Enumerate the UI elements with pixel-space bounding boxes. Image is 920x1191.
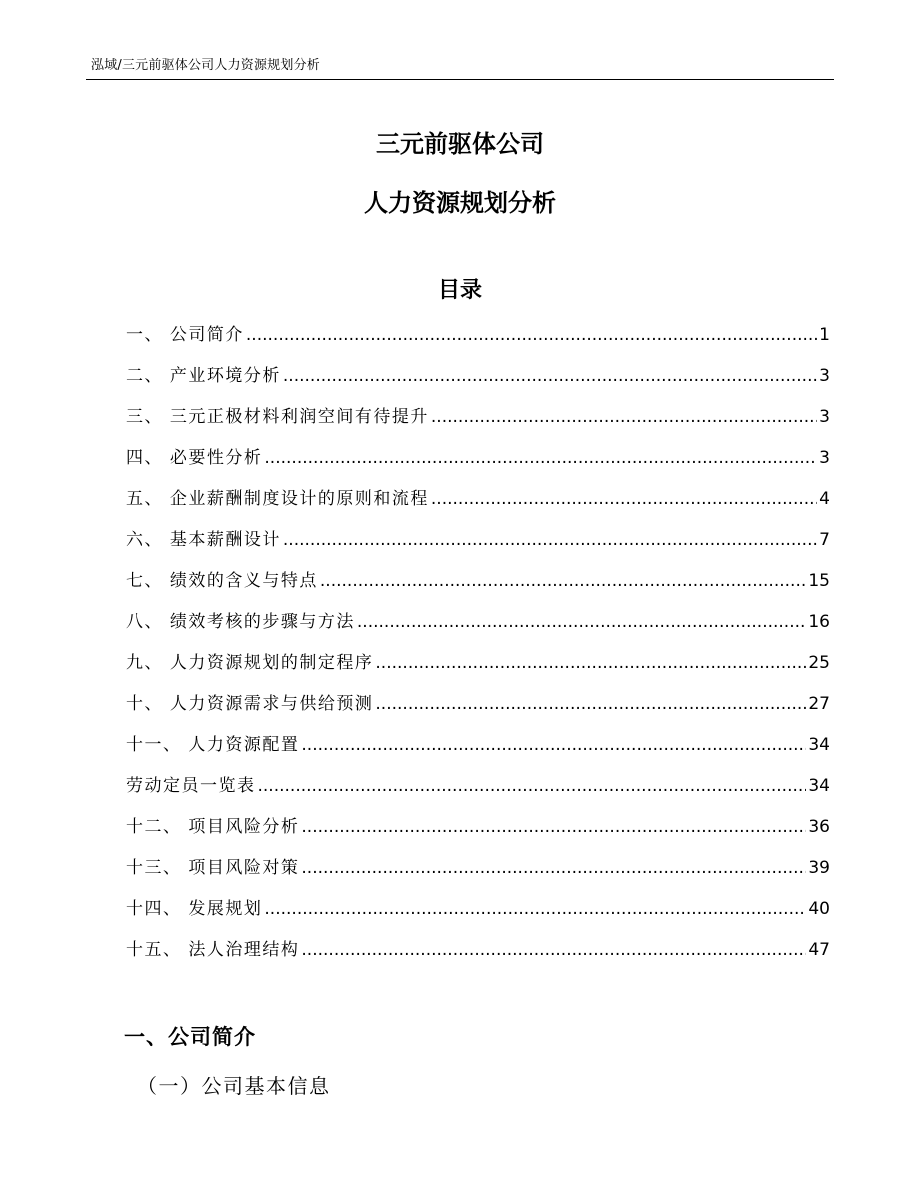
toc-dot-leader [320,570,806,592]
toc-dot-leader [283,365,817,387]
document-title-line-1: 三元前驱体公司 [376,130,544,158]
toc-entry-page: 15 [808,571,830,591]
toc-entry[interactable] [126,365,830,406]
toc-entry[interactable] [126,652,830,693]
toc-entry[interactable] [126,939,830,980]
toc-entry-label: 十一、 人力资源配置 [126,735,300,755]
toc-entry-label: 六、 基本薪酬设计 [126,530,281,550]
toc-entry-page: 25 [808,653,830,673]
toc-entry[interactable] [126,447,830,488]
toc-dot-leader [357,611,806,633]
toc-entry-label: 十三、 项目风险对策 [126,858,300,878]
toc-entry[interactable] [126,898,830,939]
toc-dot-leader [258,775,807,797]
toc-entry-page: 3 [819,448,830,468]
toc-dot-leader [301,816,806,838]
toc-entry-label: 五、 企业薪酬制度设计的原则和流程 [126,489,429,509]
table-of-contents [126,324,830,980]
header-rule [86,79,834,80]
toc-entry[interactable] [126,816,830,857]
toc-dot-leader [375,652,806,674]
toc-entry[interactable] [126,570,830,611]
subsection-heading: （一）公司基本信息 [137,1074,331,1098]
toc-entry[interactable] [126,611,830,652]
toc-dot-leader [283,529,817,551]
document-title-line-2: 人力资源规划分析 [364,189,556,217]
toc-entry-label: 十、 人力资源需求与供给预测 [126,694,374,714]
toc-entry-page: 7 [819,530,830,550]
toc-dot-leader [264,447,817,469]
toc-dot-leader [301,857,806,879]
toc-entry[interactable] [126,406,830,447]
toc-entry[interactable] [126,693,830,734]
toc-entry-page: 3 [819,407,830,427]
toc-entry-page: 4 [819,489,830,509]
toc-entry-page: 40 [808,899,830,919]
toc-entry[interactable] [126,775,830,816]
page-header: 泓域/三元前驱体公司人力资源规划分析 [91,58,320,73]
toc-entry-page: 3 [819,366,830,386]
toc-entry-label: 十五、 法人治理结构 [126,940,300,960]
toc-dot-leader [301,734,806,756]
toc-entry-label: 十四、 发展规划 [126,899,263,919]
toc-entry-label: 九、 人力资源规划的制定程序 [126,653,374,673]
toc-entry-label: 七、 绩效的含义与特点 [126,571,318,591]
toc-dot-leader [301,939,806,961]
toc-entry-page: 16 [808,612,830,632]
toc-entry[interactable] [126,857,830,898]
toc-dot-leader [264,898,806,920]
toc-entry-page: 1 [819,325,830,345]
toc-entry-label: 四、 必要性分析 [126,448,263,468]
toc-dot-leader [431,406,817,428]
toc-entry-page: 36 [808,817,830,837]
toc-entry-label: 二、 产业环境分析 [126,366,281,386]
toc-entry[interactable] [126,734,830,775]
toc-entry[interactable] [126,324,830,365]
toc-entry-page: 27 [808,694,830,714]
toc-entry-label: 三、 三元正极材料利润空间有待提升 [126,407,429,427]
toc-entry[interactable] [126,488,830,529]
section-heading: 一、公司简介 [124,1025,256,1049]
toc-entry-page: 34 [808,776,830,796]
toc-dot-leader [246,324,817,346]
toc-heading: 目录 [437,278,482,303]
toc-entry-page: 39 [808,858,830,878]
toc-entry-label: 一、 公司简介 [126,325,244,345]
toc-entry-page: 34 [808,735,830,755]
toc-entry-label: 八、 绩效考核的步骤与方法 [126,612,355,632]
toc-dot-leader [431,488,817,510]
toc-entry-label: 十二、 项目风险分析 [126,817,300,837]
toc-entry-page: 47 [808,940,830,960]
toc-entry[interactable] [126,529,830,570]
toc-entry-label: 劳动定员一览表 [126,776,256,796]
toc-dot-leader [375,693,806,715]
